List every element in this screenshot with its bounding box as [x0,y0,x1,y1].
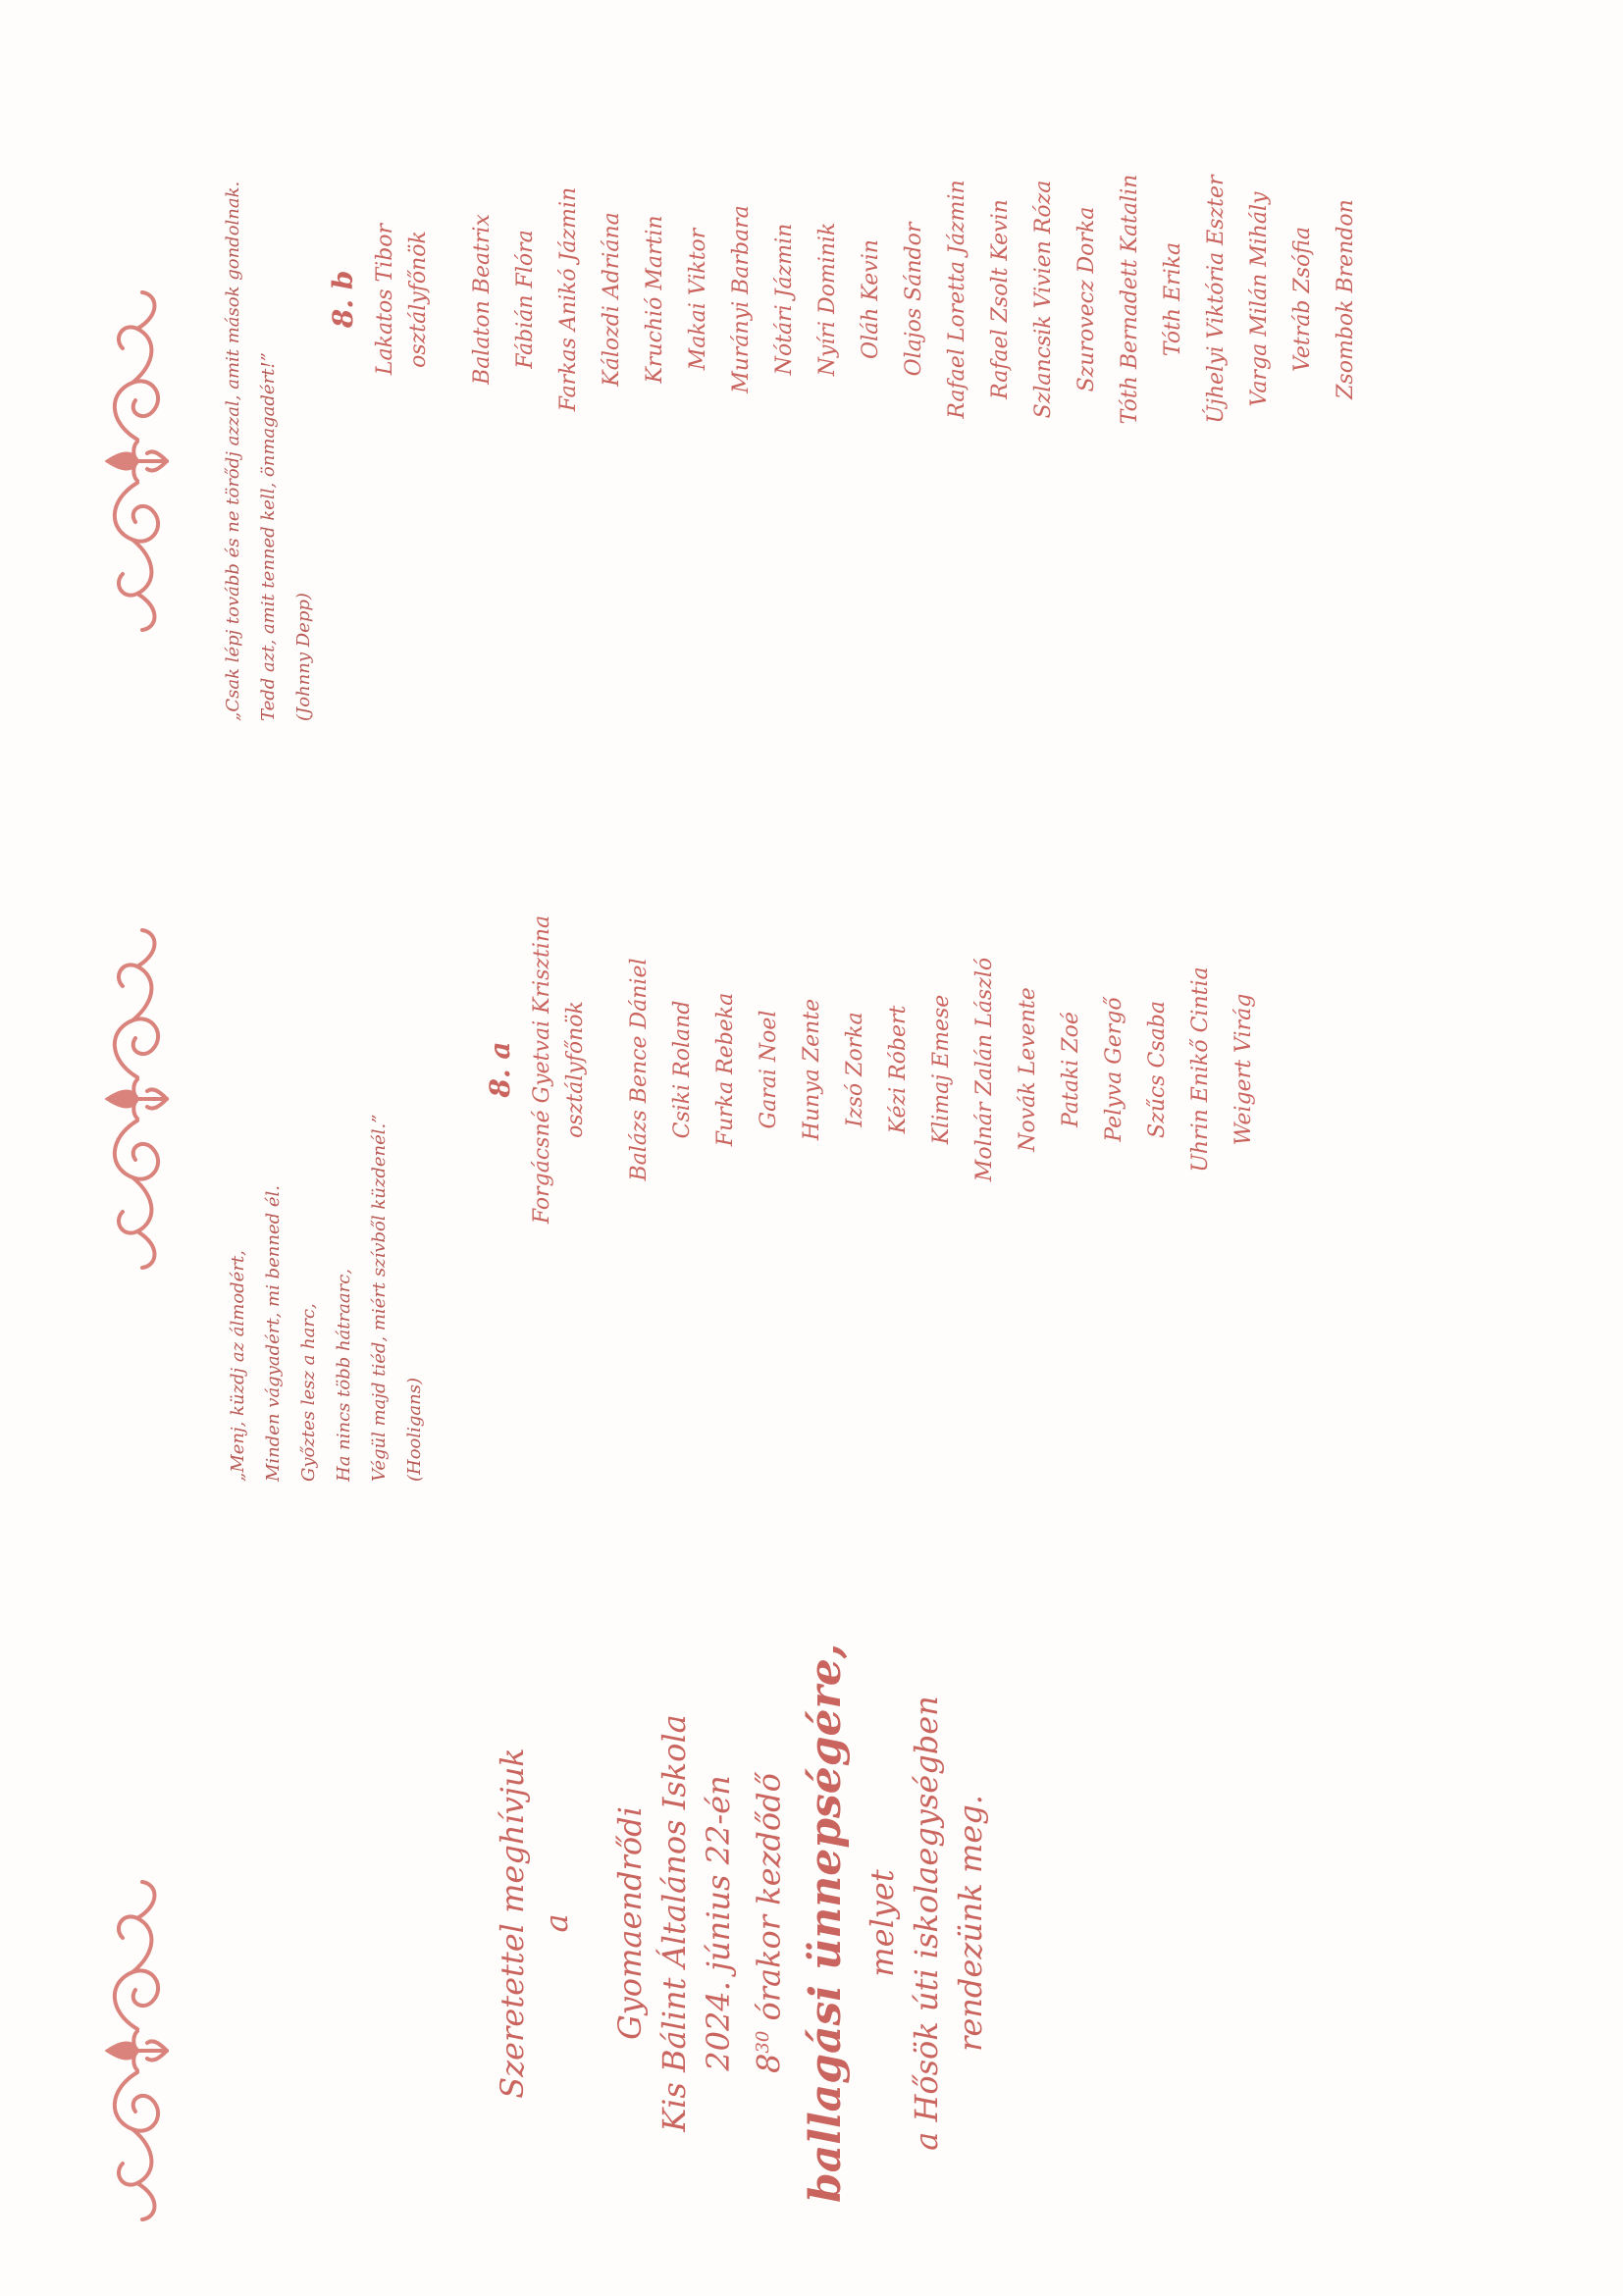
event-time [741,1570,792,2276]
student-list [461,0,1368,603]
student-name: Furka Rebeka [713,992,738,1147]
student-name: Varga Milán Mihály [1247,191,1272,407]
student-name: Nótári Jázmin [772,223,797,376]
quote-line: Minden vágyadért, mi benned él. [263,1185,284,1482]
quote-line: „Csak lépj tovább és ne törődj azzal, amit mások gondolnak. [223,181,243,721]
student-name: Szlancsik Vivien Róza [1031,180,1056,419]
student-name: Olajos Sándor [902,222,926,377]
student-name: Weigert Virág [1231,993,1256,1146]
student-name: Pataki Zoé [1059,1012,1083,1127]
quote-line: Győztes lesz a harc, [298,1303,319,1482]
student-name: Tóth Bernadett Katalin [1118,174,1142,425]
quote-author: (Hooligans) [404,1377,425,1482]
event-date: 2024. június 22-én [700,1775,737,2071]
quote-line: Végül majd tiéd, miért szívből küzdenél.” [369,1114,390,1482]
student-name: Szűcs Csaba [1145,1001,1170,1138]
student-name: Kálozdi Adriána [600,212,624,387]
student-name: Balaton Beatrix [470,214,495,385]
flourish-ornament-icon [88,922,186,1276]
student-list [618,765,1266,1374]
student-name: Zsombok Brendon [1334,199,1358,399]
student-name: Vetráb Zsófia [1290,226,1315,373]
teacher-role: osztályfőnök [406,231,431,368]
time-rest: órakor kezdődő [750,1773,788,2031]
flourish-ornament-icon [88,285,186,638]
student-name: Kruchió Martin [643,215,667,384]
student-name: Nyíri Dominik [815,222,840,377]
flourish-ornament-icon [88,1874,186,2227]
student-name: Klimaj Emese [929,994,954,1145]
school-name: Kis Bálint Általános Iskola [655,1714,693,2132]
student-name: Csiki Roland [670,1000,695,1139]
student-name: Uhrin Enikő Cintia [1188,966,1213,1173]
class-title: 8. a [484,1041,516,1098]
student-name: Farkas Anikó Jázmin [556,186,581,412]
class-a-roster [481,765,1266,1374]
venue: a Hősök úti iskolaegységben [907,1696,945,2151]
invitation-line: Gyomaendrődi [611,1806,649,2040]
student-name: Hunya Zente [800,998,824,1141]
class-title: 8. b [327,270,359,329]
student-name: Rafael Zsolt Kevin [988,199,1013,399]
invitation-line: melyet [863,1869,901,1977]
student-name: Makai Viktor [686,228,710,371]
invitation-text [491,1570,993,2276]
teacher-name: Forgácsné Gyetvai Krisztina [530,914,554,1225]
invitation-line: Szeretettel meghívjuk [494,1748,531,2099]
quote-line: „Menj, küzdj az álmodért, [228,1250,248,1482]
student-name: Garai Noel [757,1010,781,1129]
student-name: Novák Levente [1016,987,1040,1152]
time-minute: 30 [753,2030,773,2054]
quote-line: Tedd azt, amit tenned kell, önmagadért!” [258,352,279,721]
student-name: Szurovecz Dorka [1074,206,1099,392]
quote-line: Ha nincs több hátraarc, [334,1268,354,1482]
class-b-quote [216,182,322,721]
student-name: Oláh Kevin [859,239,883,359]
class-b-panel [79,0,1358,731]
student-name: Balázs Bence Dániel [627,958,652,1181]
student-name: Izsó Zorka [843,1012,867,1127]
student-name: Fábián Flóra [513,230,538,369]
student-name: Pelyva Gergő [1102,997,1126,1142]
student-name: Újhelyi Viktória Eszter [1204,175,1229,424]
invitation-line: rendezünk meg. [951,1795,989,2052]
class-a-quote [221,1115,433,1482]
time-hour: 8 [750,2053,788,2073]
flourish-ornament [79,0,196,731]
student-name: Molnár Zalán László [972,957,997,1182]
class-b-roster [324,0,1368,603]
teacher-role: osztályfőnök [563,1001,588,1138]
event-name: ballagási ünnepségére, [800,1643,851,2204]
teacher-name: Lakatos Tibor [373,223,397,376]
student-name: Kézi Róbert [886,1005,911,1134]
quote-author: (Johnny Depp) [293,593,314,721]
student-name: Tóth Erika [1161,241,1185,357]
student-name: Rafael Loretta Jázmin [945,180,969,419]
invitation-line: a [538,1913,575,1933]
student-name: Murányi Barbara [729,205,754,393]
